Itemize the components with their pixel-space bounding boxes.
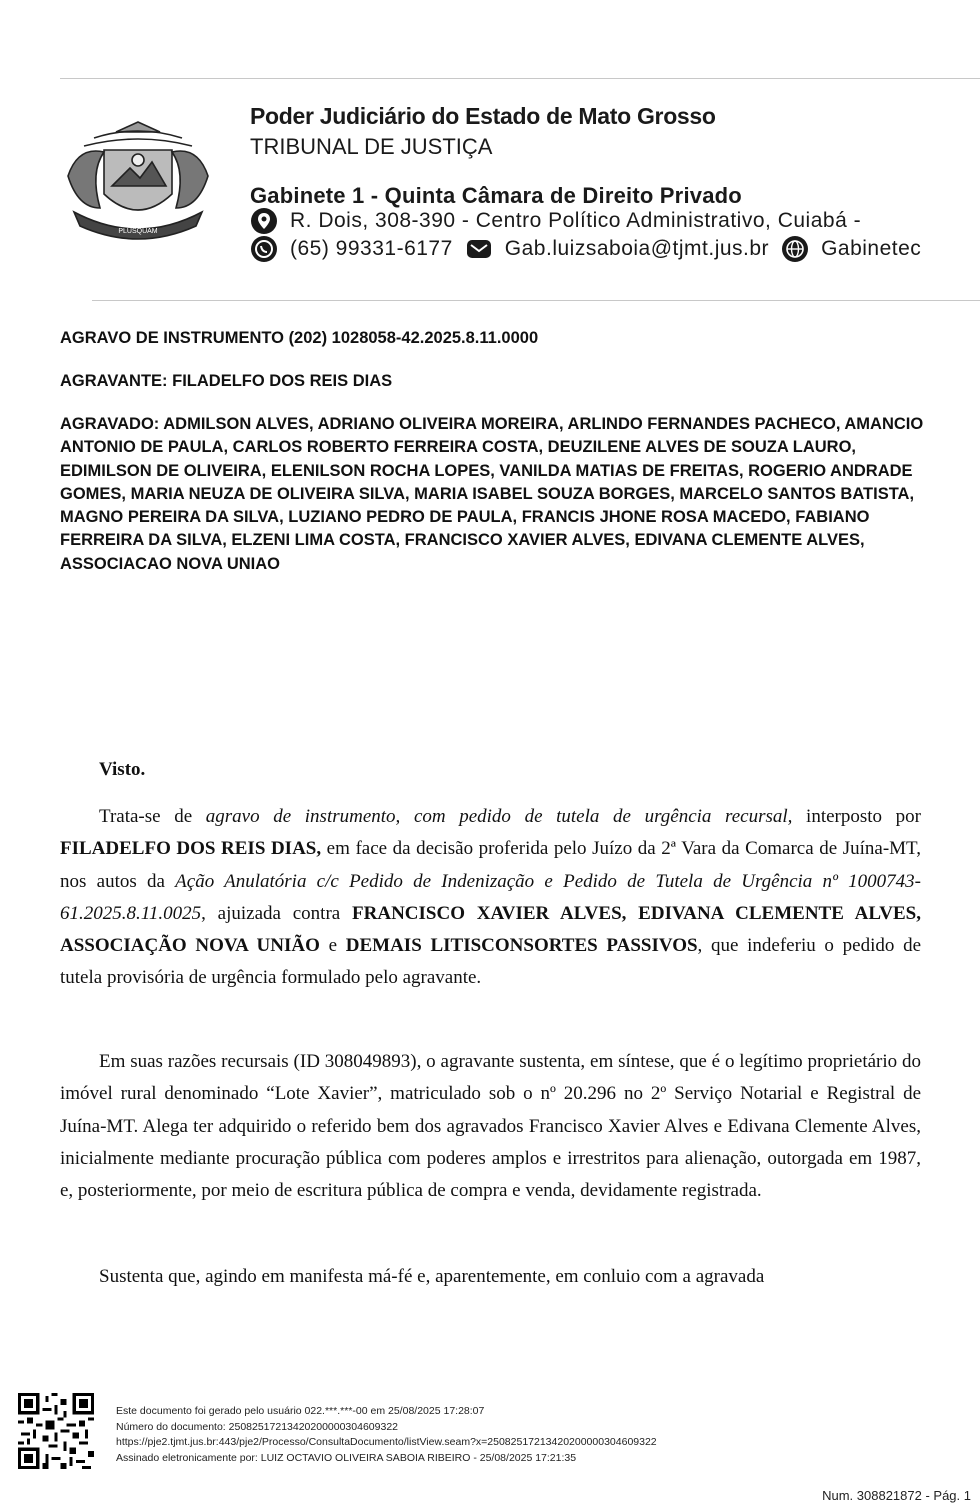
coat-of-arms-logo — [64, 116, 212, 246]
qr-code — [18, 1393, 94, 1469]
chamber-name: Gabinete 1 - Quinta Câmara de Direito Privado — [250, 183, 742, 208]
phone-text: (65) 99331-6177 — [290, 237, 453, 260]
appellees-line: AGRAVADO: ADMILSON ALVES, ADRIANO OLIVEIRA MOREIRA, ARLINDO FERNANDES PACHECO, AMANCIO ANTONIO DE PAULA, CARLOS ROBERTO FERREIRA COSTA, DEUZILENE ALVES DE SOUZA LAURO, EDIMILSON DE OLIVEIRA, ELENILSON ROCHA LOPES, VANILDA MATIAS DE FREITAS, ROGERIO ANDRADE GOMES, MARIA NEUZA DE OLIVEIRA SILVA, MARIA ISABEL SOUZA BORGES, MARCELO SANTOS BATISTA, MAGNO PEREIRA DA SILVA, LUZIANO PEDRO DE PAULA, FRANCIS JHONE ROSA MACEDO, FABIANO FERREIRA DA SILVA, ELZENI LIMA COSTA, FRANCISCO XAVIER ALVES, EDIVANA CLEMENTE ALVES, ASSOCIACAO NOVA UNIAO — [60, 415, 924, 573]
whatsapp-icon — [250, 235, 278, 263]
footer-generated: Este documento foi gerado pelo usuário 022.***.***-00 em 25/08/2025 17:28:07 — [116, 1405, 485, 1417]
globe-icon — [781, 235, 809, 263]
footer-url[interactable]: https://pje2.tjmt.jus.br:443/pje2/Processo/ConsultaDocumento/listView.seam?x=25082517213420200000304609322 — [116, 1436, 657, 1448]
appellant-line: AGRAVANTE: FILADELFO DOS REIS DIAS — [60, 372, 393, 390]
paragraph-2: Em suas razões recursais (ID 308049893), o agravante sustenta, em síntese, que é o legítimo proprietário do imóvel rural denominado “Lote Xavier”, matriculado sob o nº 20.296 no 2º Serviço Notarial e Registral de Juína-MT. Alega ter adquirido o referido bem dos agravados Francisco Xavier Alves e Edivana Clemente Alves, inicialmente mediante procuração pública com poderes amplos e irrestritos para alienação, outorgada em 1987, e, posteriormente, por meio de escritura pública de compra e venda, devidamente registrada. — [60, 1051, 921, 1202]
visto-heading: Visto. — [99, 759, 146, 780]
address-text: R. Dois, 308-390 - Centro Político Administrativo, Cuiabá - — [290, 209, 862, 232]
location-pin-icon — [250, 207, 278, 235]
footer-signature: Assinado eletronicamente por: LUIZ OCTAVIO OLIVEIRA SABOIA RIBEIRO - 25/08/2025 17:21:35 — [116, 1451, 577, 1464]
header-bottom-rule — [92, 300, 980, 301]
document-footer — [116, 1404, 657, 1466]
email-icon — [465, 235, 493, 263]
website-text: Gabinetec — [821, 237, 922, 260]
crest-banner-text: PLUSQUAM — [118, 228, 158, 235]
paragraph-3: Sustenta que, agindo em manifesta má-fé e, aparentemente, em conluio com a agravada — [99, 1266, 765, 1287]
address-line — [250, 207, 861, 235]
tribunal-name: TRIBUNAL DE JUSTIÇA — [250, 134, 493, 159]
footer-document-number: Número do documento: 25082517213420200000304609322 — [116, 1420, 398, 1433]
email-text: Gab.luizsaboia@tjmt.jus.br — [504, 237, 770, 260]
court-name: Poder Judiciário do Estado de Mato Grosso — [250, 103, 716, 129]
paragraph-1: Trata-se de agravo de instrumento, com pedido de tutela de urgência recursal, interposto por FILADELFO DOS REIS DIAS, em face da decisão proferida pelo Juízo da 2ª Vara da Comarca de Juína-MT, nos autos da Ação Anulatória c/c Pedido de Indenização e Pedido de Tutela de Urgência nº 1000743-61.2025.8.11.0025, ajuizada contra FRANCISCO XAVIER ALVES, EDIVANA CLEMENTE ALVES, ASSOCIAÇÃO NOVA UNIÃO e DEMAIS LITISCONSORTES PASSIVOS, que indeferiu o pedido de tutela provisória de urgência formulado pelo agravante. — [60, 806, 922, 989]
case-title: AGRAVO DE INSTRUMENTO (202) 1028058-42.2025.8.11.0000 — [60, 329, 539, 347]
header-top-rule — [60, 78, 980, 79]
page-number: Num. 308821872 - Pág. 1 — [822, 1488, 971, 1503]
contact-line — [250, 235, 933, 263]
